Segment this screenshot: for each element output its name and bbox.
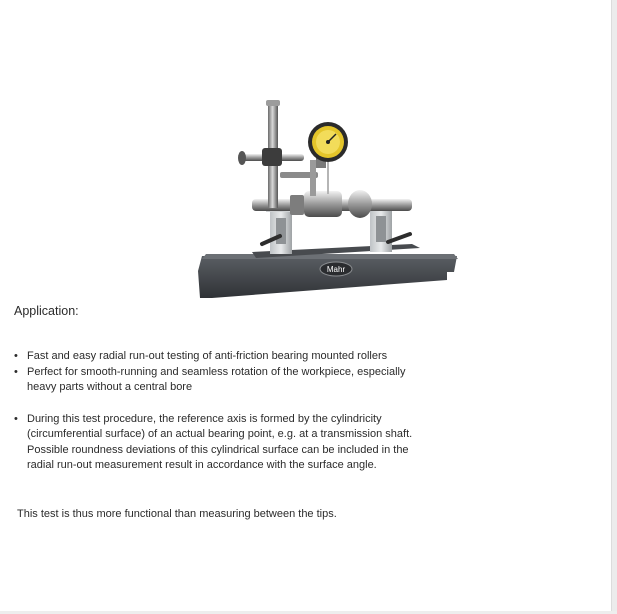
list-item: • During this test procedure, the reference axis is formed by the cylindricity (circumferential surface) of an actual bearing point, e.g. at a transmission shaft. Possible roundness deviations of this cylindrical surface can be included in the radial run-out measurement result in accordance with the surface angle. bbox=[14, 412, 434, 474]
list-item: • Fast and easy radial run-out testing of anti-friction bearing mounted rollers bbox=[14, 349, 434, 365]
application-heading: Application: bbox=[14, 304, 79, 318]
list-item: • Perfect for smooth-running and seamless rotation of the workpiece, especially heavy parts without a central bore bbox=[14, 365, 434, 396]
scrollbar-track[interactable] bbox=[611, 0, 617, 614]
runout-tester-image bbox=[192, 96, 462, 302]
brand-plate-label: Mahr bbox=[326, 265, 346, 274]
application-bullet-list bbox=[14, 349, 434, 474]
closing-statement: This test is thus more functional than measuring between the tips. bbox=[17, 508, 337, 520]
